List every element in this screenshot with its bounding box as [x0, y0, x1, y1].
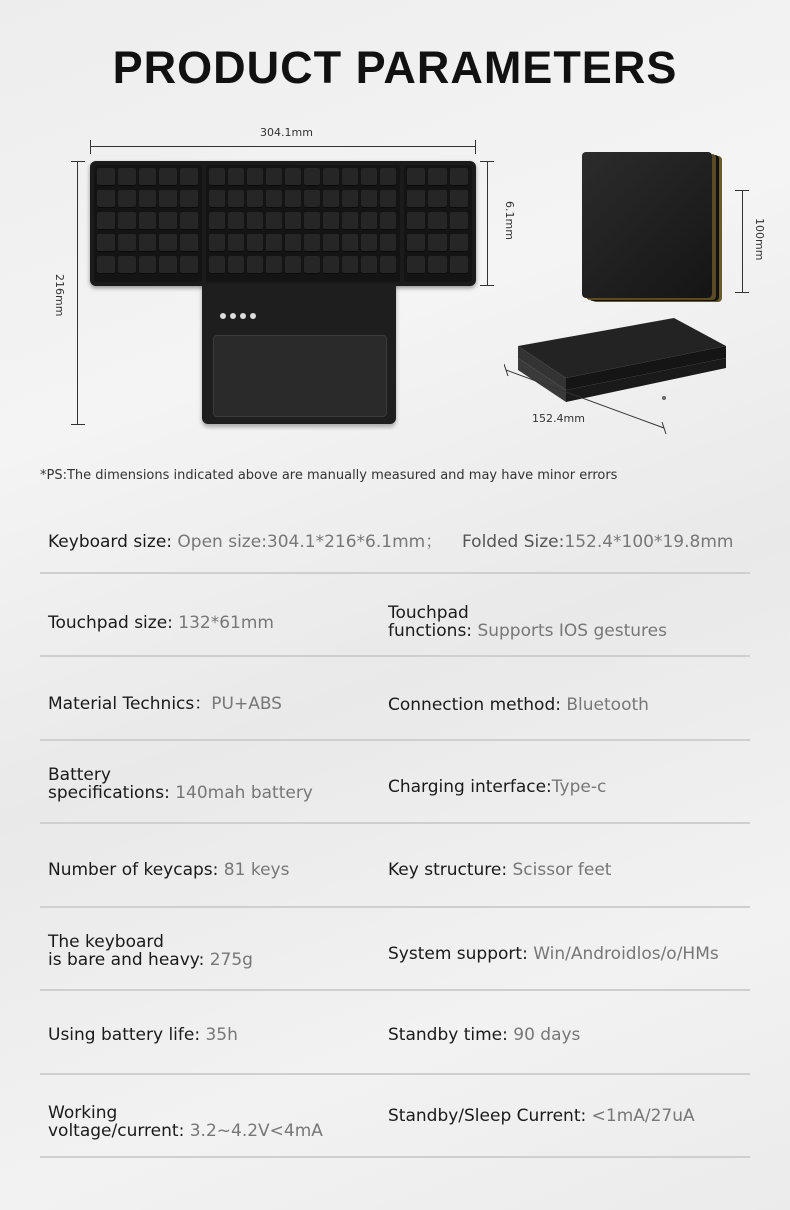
keyboard-key [361, 168, 377, 186]
keyboard-key [285, 234, 301, 252]
folded-height-line [742, 190, 743, 292]
keyboard-key [450, 190, 468, 208]
keyboard-key [342, 234, 358, 252]
keyboard-key [228, 256, 244, 274]
keyboard-key [285, 168, 301, 186]
weight-value: 275g [209, 950, 253, 970]
material-value: PU+ABS [211, 694, 282, 714]
keyboard-key [139, 256, 157, 274]
measurement-note: *PS:The dimensions indicated above are manually measured and may have minor errors [40, 468, 618, 483]
keyboard-key [180, 256, 198, 274]
sleep-current-label: Standby/Sleep Current: [388, 1106, 587, 1126]
keyboard-key [180, 168, 198, 186]
keyboard-key [180, 234, 198, 252]
sleep-current-value: <1mA/27uA [591, 1106, 695, 1126]
voltage-label-1: Working [48, 1103, 118, 1123]
keyboard-key [118, 234, 136, 252]
keyboard-key [428, 168, 446, 186]
charging-value: Type-c [551, 777, 607, 797]
keyboard-key [139, 168, 157, 186]
keyboard-key [266, 168, 282, 186]
keyboard-key [247, 212, 263, 230]
keyboard-key [380, 256, 396, 274]
touchpad-functions-label-1: Touchpad [388, 603, 469, 623]
spec-row-battery-life [40, 991, 750, 1075]
spec-row-material [40, 657, 750, 741]
keyboard-key [304, 190, 320, 208]
keyboard-key [118, 256, 136, 274]
keyboard-key [209, 256, 225, 274]
charging-label: Charging interface: [388, 777, 552, 797]
keyboard-key [380, 212, 396, 230]
keyboard-key [407, 212, 425, 230]
keyboard-key [342, 212, 358, 230]
keyboard-size-folded-label: Folded Size: [462, 532, 565, 552]
keyboard-key [428, 256, 446, 274]
thickness-dimension-line [487, 161, 488, 285]
keyboard-key [139, 190, 157, 208]
width-open-label: 304.1mm [260, 126, 313, 139]
folded-keyboard-front-image [582, 152, 712, 298]
battery-spec-label-1: Battery [48, 765, 111, 785]
keyboard-key [247, 256, 263, 274]
keyboard-key [285, 212, 301, 230]
keyboard-key [159, 190, 177, 208]
material-label: Material Technics： [48, 694, 212, 714]
keyboard-key [361, 256, 377, 274]
keyboard-key [266, 256, 282, 274]
connection-label: Connection method: [388, 695, 561, 715]
standby-time-value: 90 days [513, 1025, 581, 1045]
keyboard-key [247, 168, 263, 186]
spec-row-voltage [40, 1075, 750, 1158]
keyboard-key [118, 168, 136, 186]
keyboard-key [285, 256, 301, 274]
keyboard-key [209, 190, 225, 208]
spec-row-battery [40, 741, 750, 824]
keyboard-key [266, 234, 282, 252]
keyboard-key [228, 168, 244, 186]
spec-row-keyboard-size [40, 518, 750, 574]
keyboard-key [323, 234, 339, 252]
width-dimension-line [90, 146, 476, 147]
keyboard-key [266, 212, 282, 230]
keyboard-key [139, 212, 157, 230]
keyboard-key [323, 190, 339, 208]
keyboard-key [228, 212, 244, 230]
weight-label-1: The keyboard [48, 932, 164, 952]
keyboard-size-open-value: Open size:304.1*216*6.1mm； [177, 532, 443, 552]
weight-label-2: is bare and heavy: [48, 950, 205, 970]
voltage-value: 3.2~4.2V<4mA [189, 1121, 323, 1141]
keyboard-key [285, 190, 301, 208]
keycaps-value: 81 keys [223, 860, 290, 880]
folded-width-line [504, 360, 668, 436]
connection-value: Bluetooth [566, 695, 649, 715]
keyboard-key [209, 212, 225, 230]
system-value: Win/Androidlos/o/HMs [533, 944, 719, 964]
spec-row-touchpad [40, 574, 750, 657]
keyboard-key [323, 212, 339, 230]
keyboard-key [428, 212, 446, 230]
battery-life-label: Using battery life: [48, 1025, 201, 1045]
keyboard-key [323, 168, 339, 186]
keyboard-key [342, 256, 358, 274]
thickness-label: 6.1mm [503, 201, 516, 240]
battery-life-value: 35h [205, 1025, 238, 1045]
battery-spec-value: 140mah battery [175, 783, 313, 803]
page-title: PRODUCT PARAMETERS [112, 42, 678, 93]
keyboard-key [118, 190, 136, 208]
keyboard-key [380, 190, 396, 208]
spec-row-keycaps [40, 824, 750, 908]
keyboard-key [407, 256, 425, 274]
keyboard-key [159, 212, 177, 230]
key-structure-value: Scissor feet [512, 860, 612, 880]
keyboard-key [97, 234, 115, 252]
keyboard-key [407, 168, 425, 186]
keyboard-key [304, 212, 320, 230]
standby-time-label: Standby time: [388, 1025, 508, 1045]
keyboard-key [380, 234, 396, 252]
keyboard-key [450, 234, 468, 252]
keycaps-label: Number of keycaps: [48, 860, 219, 880]
keyboard-key [450, 168, 468, 186]
height-dimension-line [77, 161, 78, 424]
keyboard-key [159, 168, 177, 186]
keyboard-key [266, 190, 282, 208]
keyboard-key [228, 234, 244, 252]
touchpad-size-label: Touchpad size: [48, 613, 173, 633]
keyboard-key [97, 212, 115, 230]
keyboard-key [323, 256, 339, 274]
keyboard-key [304, 234, 320, 252]
keyboard-key [304, 168, 320, 186]
keyboard-key [139, 234, 157, 252]
keyboard-key [361, 190, 377, 208]
key-structure-label: Key structure: [388, 860, 508, 880]
keyboard-key [159, 234, 177, 252]
keyboard-key [450, 256, 468, 274]
keyboard-key [209, 234, 225, 252]
keyboard-key [380, 168, 396, 186]
keyboard-key [180, 212, 198, 230]
folded-width-label: 152.4mm [532, 412, 585, 425]
battery-spec-label-2: specifications: [48, 783, 170, 803]
keyboard-key [407, 234, 425, 252]
keyboard-key [304, 256, 320, 274]
keyboard-key [450, 212, 468, 230]
keyboard-key [228, 190, 244, 208]
keyboard-key [180, 190, 198, 208]
keyboard-key [118, 212, 136, 230]
keyboard-key [247, 190, 263, 208]
keyboard-key [342, 190, 358, 208]
touchpad-surface [213, 335, 387, 417]
keyboard-key [159, 256, 177, 274]
system-label: System support: [388, 944, 528, 964]
keyboard-key [97, 256, 115, 274]
keyboard-key [209, 168, 225, 186]
keyboard-key [361, 212, 377, 230]
keyboard-key [428, 190, 446, 208]
touchpad-functions-value: Supports IOS gestures [477, 621, 667, 641]
keyboard-key [428, 234, 446, 252]
voltage-label-2: voltage/current: [48, 1121, 185, 1141]
height-open-label: 216mm [53, 274, 66, 317]
keyboard-key [97, 190, 115, 208]
keyboard-key [97, 168, 115, 186]
spec-row-weight [40, 908, 750, 991]
keyboard-size-folded-value: 152.4*100*19.8mm [564, 532, 734, 552]
touchpad-functions-label-2: functions: [388, 621, 473, 641]
keyboard-key [407, 190, 425, 208]
keyboard-key [361, 234, 377, 252]
keyboard-key [247, 234, 263, 252]
keyboard-size-label: Keyboard size: [48, 532, 173, 552]
folded-height-label: 100mm [753, 218, 766, 261]
keyboard-key [342, 168, 358, 186]
touchpad-size-value: 132*61mm [178, 613, 274, 633]
